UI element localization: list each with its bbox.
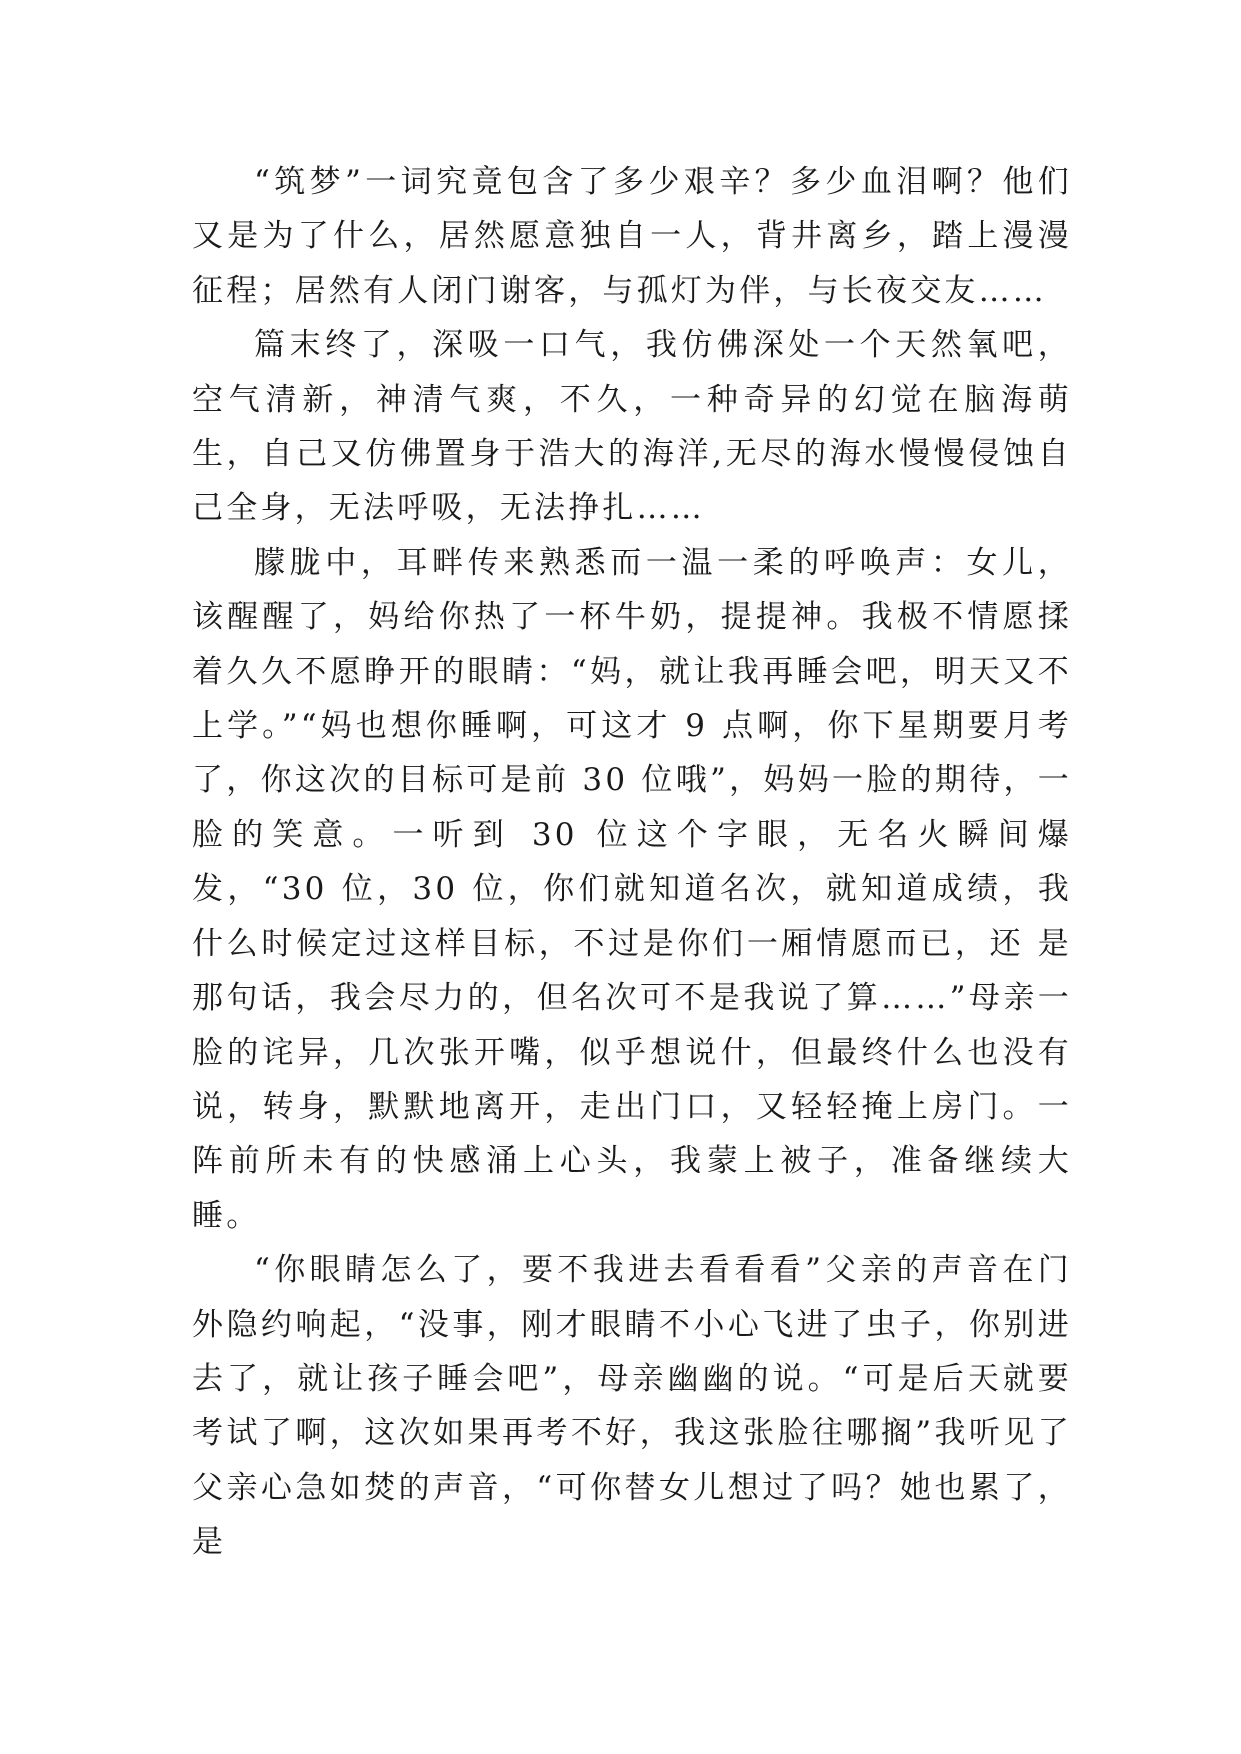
paragraph-2: 篇末终了，深吸一口气，我仿佛深处一个天然氧吧，空气清新，神清气爽，不久，一种奇异的幻觉在脑海萌生，自己又仿佛置身于浩大的海洋,无尽的海水慢慢侵蚀自己全身，无法呼吸，无法挣扎…… xyxy=(192,327,1072,527)
paragraph-3: 朦胧中，耳畔传来熟悉而一温一柔的呼唤声：女儿，该醒醒了，妈给你热了一杯牛奶，提提神。我极不情愿揉着久久不愿睁开的眼睛：“妈，就让我再睡会吧，明天又不上学。”“妈也想你睡啊，可这才 9 点啊，你下星期要月考了，你这次的目标可是前 30 位哦”，妈妈一脸的期待，一脸的笑意。一听到 30 位这个字眼，无名火瞬间爆发，“30 位，30 位，你们就知道名次，就知道成绩，我什么时候定过这样目标，不过是你们一厢情愿而已，还 是那句话，我会尽力的，但名次可不是我说了算……”母亲一脸的诧异，几次张开嘴，似乎想说什，但最终什么也没有说，转身，默默地离开，走出门口，又轻轻掩上房门。一阵前所未有的快感涌上心头，我蒙上被子，准备继续大睡。 xyxy=(192,544,1072,1234)
document-body xyxy=(192,155,1072,1570)
paragraph-4: “你眼睛怎么了，要不我进去看看看”父亲的声音在门外隐约响起，“没事，刚才眼睛不小心飞进了虫子，你别进去了，就让孩子睡会吧”，母亲幽幽的说。“可是后天就要考试了啊，这次如果再考不好，我这张脸往哪搁”我听见了父亲心急如焚的声音，“可你替女儿想过了吗？她也累了，是 xyxy=(192,1252,1072,1561)
paragraph-1: “筑梦”一词究竟包含了多少艰辛？多少血泪啊？他们又是为了什么，居然愿意独自一人，背井离乡，踏上漫漫征程；居然有人闭门谢客，与孤灯为伴，与长夜交友…… xyxy=(192,164,1072,309)
